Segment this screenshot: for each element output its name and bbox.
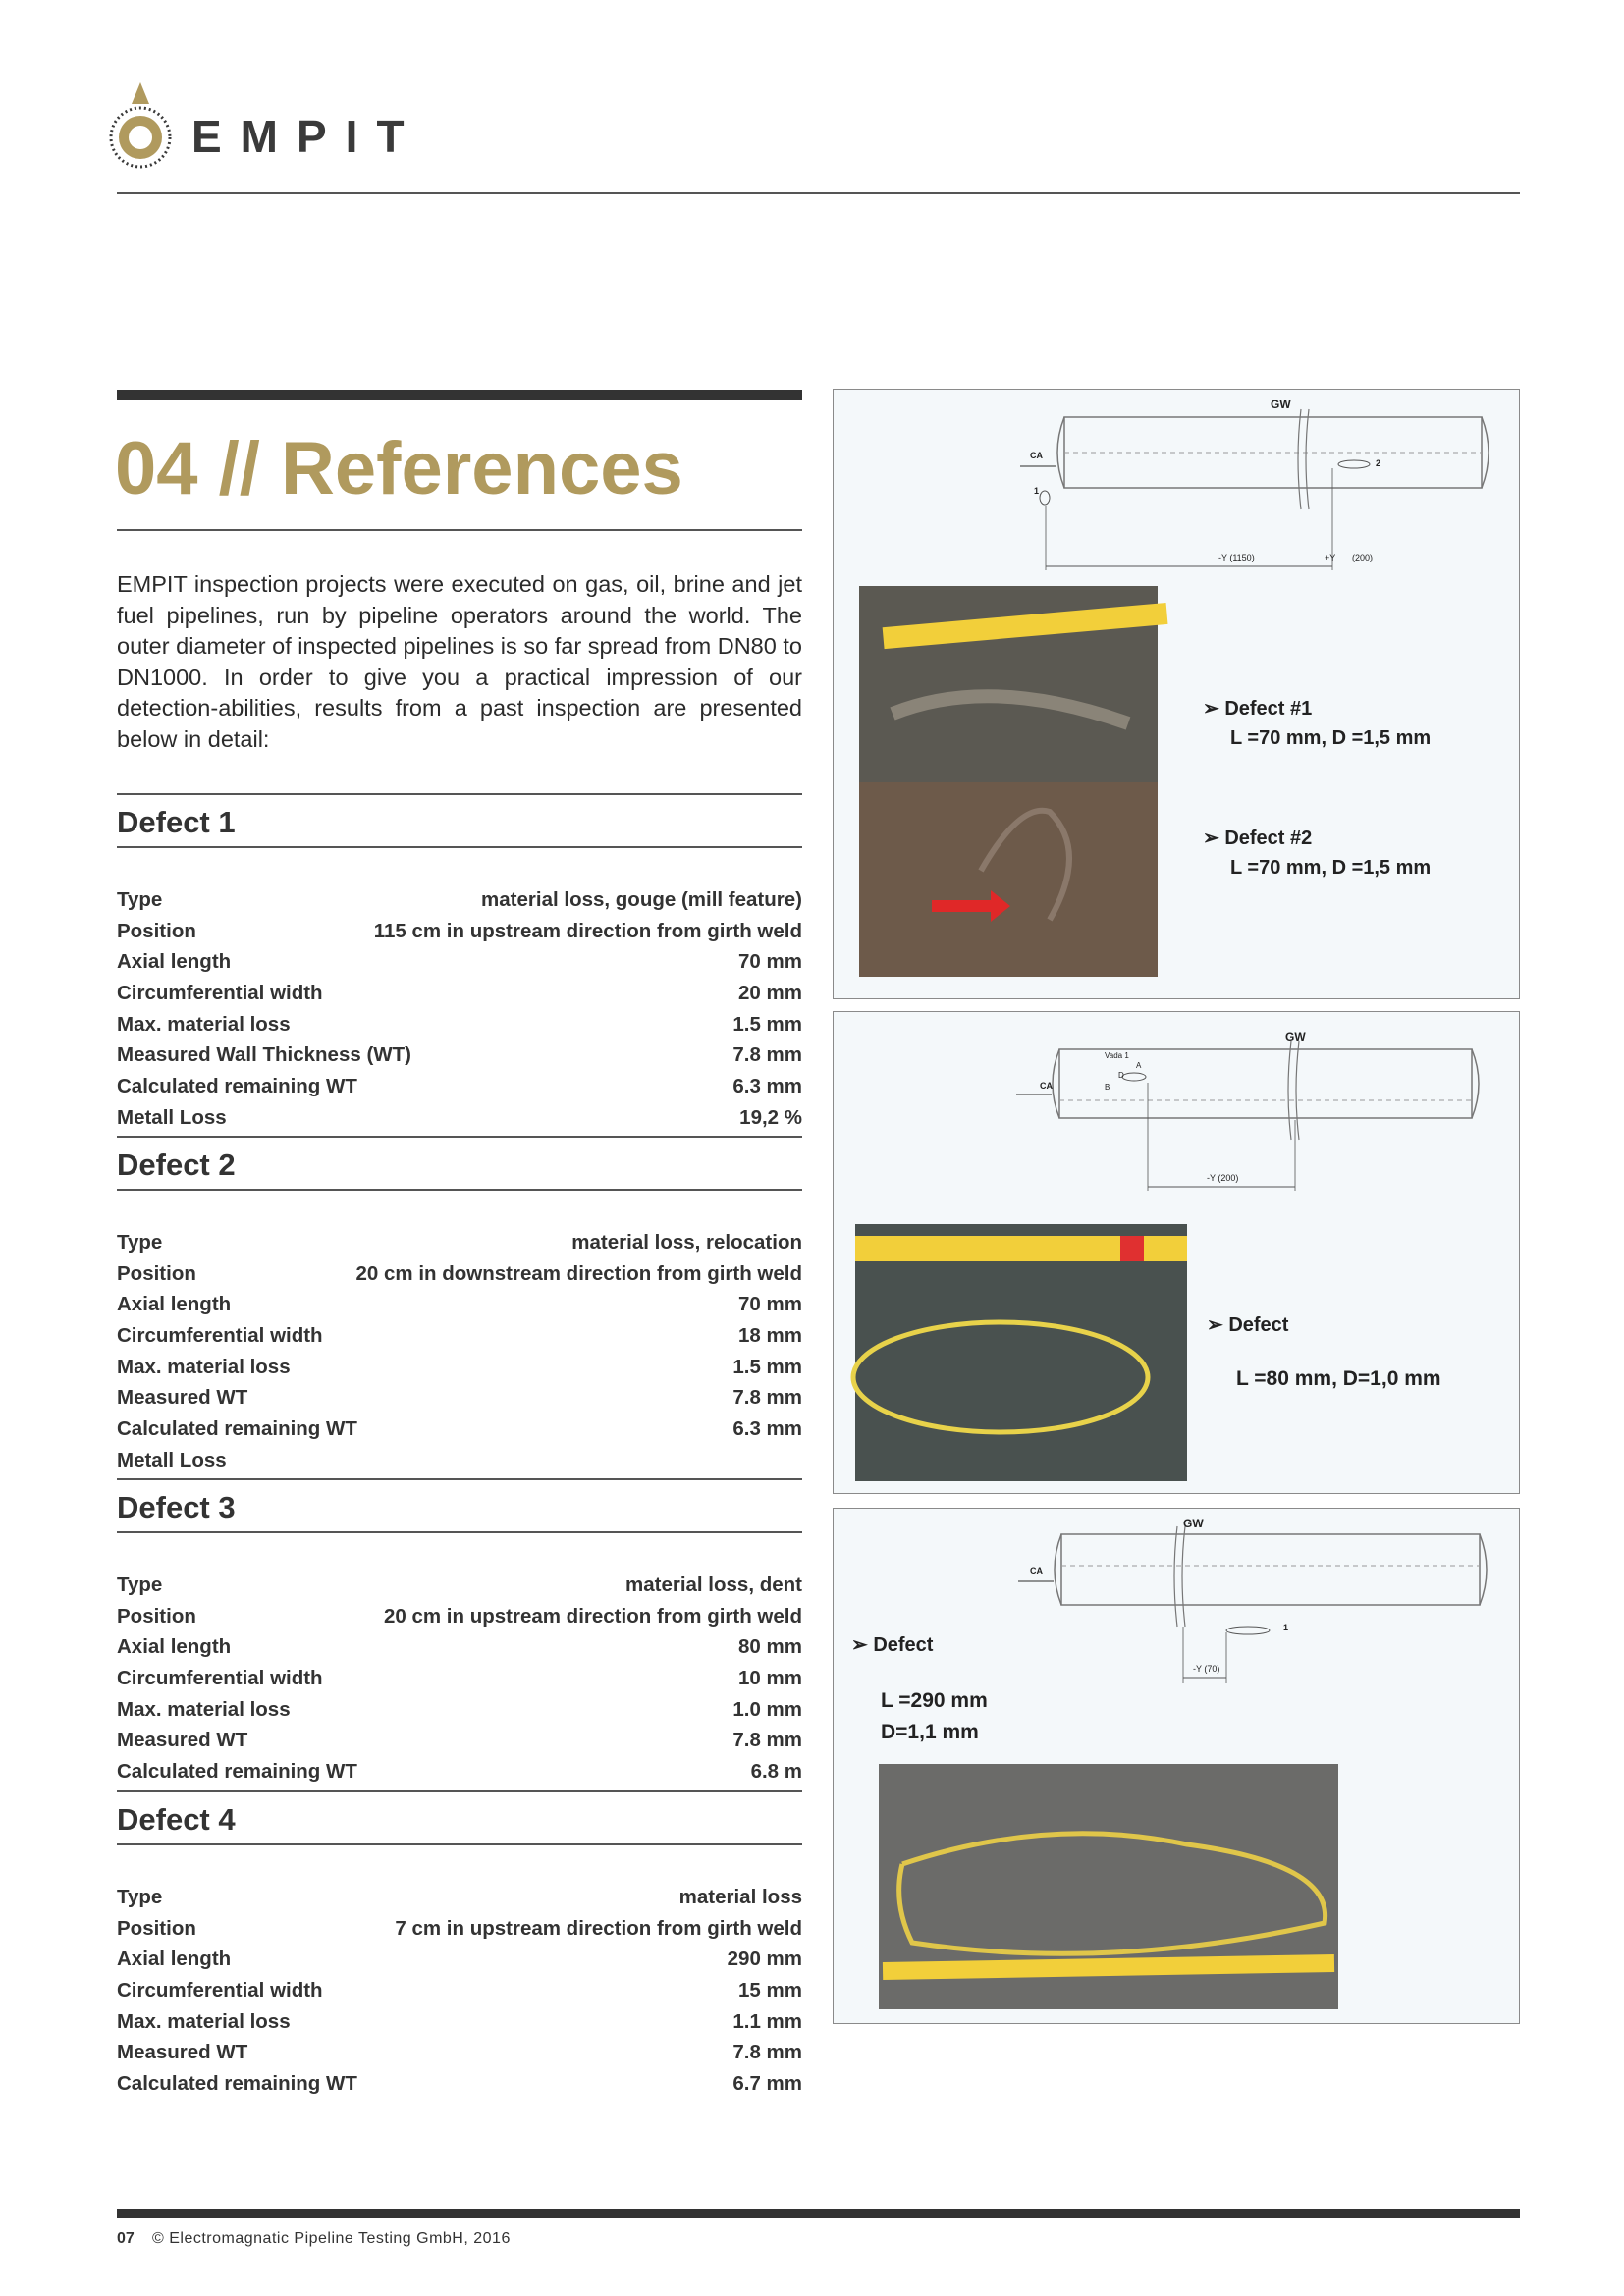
table-row bbox=[117, 1102, 802, 1134]
table-row bbox=[117, 1913, 802, 1945]
row-label: Measured Wall Thickness (WT) bbox=[117, 1043, 411, 1067]
row-value: 7.8 mm bbox=[732, 1729, 802, 1752]
section-divider bbox=[117, 1790, 802, 1792]
row-label: Max. material loss bbox=[117, 1355, 291, 1378]
title-divider bbox=[117, 529, 802, 531]
table-row bbox=[117, 1631, 802, 1663]
row-label: Calculated remaining WT bbox=[117, 1074, 357, 1097]
ca-label: CA bbox=[1030, 1566, 1043, 1575]
dimension-label: -Y (1150) bbox=[1218, 553, 1255, 562]
copyright-text: © Electromagnatic Pipeline Testing GmbH, 2016 bbox=[152, 2230, 511, 2247]
vada-label: Vada 1 bbox=[1105, 1051, 1129, 1060]
marker-1: 1 bbox=[1034, 486, 1040, 496]
table-row bbox=[117, 1694, 802, 1726]
table-row bbox=[117, 1071, 802, 1102]
row-label: Type bbox=[117, 887, 163, 911]
defect-2-annotation: ➢ Defect #2 bbox=[1203, 828, 1313, 849]
defect-1-heading: Defect 1 bbox=[117, 805, 236, 839]
table-row bbox=[117, 1009, 802, 1041]
dimension-label: (200) bbox=[1352, 553, 1374, 562]
figure-defect-3 bbox=[833, 1011, 1520, 1494]
table-row bbox=[117, 1414, 802, 1445]
row-label: Metall Loss bbox=[117, 1448, 227, 1471]
row-label: Max. material loss bbox=[117, 1697, 291, 1721]
row-label: Measured WT bbox=[117, 1729, 248, 1752]
table-row bbox=[117, 1320, 802, 1352]
defect-1-dimensions: L =70 mm, D =1,5 mm bbox=[1230, 727, 1432, 749]
row-label: Type bbox=[117, 1573, 163, 1596]
row-value: material loss, gouge (mill feature) bbox=[481, 887, 802, 911]
row-label: Axial length bbox=[117, 950, 232, 974]
table-row bbox=[117, 978, 802, 1009]
row-value: 7.8 mm bbox=[732, 2041, 802, 2064]
row-value: 1.0 mm bbox=[732, 1697, 802, 1721]
marker-1: 1 bbox=[1283, 1623, 1289, 1632]
figure-defect-1-2 bbox=[833, 389, 1520, 999]
ca-label: CA bbox=[1030, 451, 1043, 460]
row-value: 7.8 mm bbox=[732, 1386, 802, 1410]
arrow-bullet-icon: ➢ bbox=[1203, 828, 1225, 849]
row-label: Measured WT bbox=[117, 2041, 248, 2064]
row-value: 19,2 % bbox=[739, 1105, 802, 1129]
row-label: Circumferential width bbox=[117, 981, 323, 1004]
row-value: 20 mm bbox=[738, 981, 802, 1004]
row-label: Position bbox=[117, 919, 196, 942]
table-row bbox=[117, 2006, 802, 2038]
section-divider bbox=[117, 1531, 802, 1533]
row-label: Calculated remaining WT bbox=[117, 2071, 357, 2095]
row-value: 6.7 mm bbox=[732, 2071, 802, 2095]
figure-defect-4 bbox=[833, 1508, 1520, 2024]
row-label: Type bbox=[117, 1885, 163, 1908]
pipe-diagram-2 bbox=[834, 1012, 1519, 1493]
row-value: 1.1 mm bbox=[732, 2009, 802, 2033]
defect-2-heading: Defect 2 bbox=[117, 1148, 236, 1182]
row-value: 10 mm bbox=[738, 1666, 802, 1689]
defect-length: L =290 mm bbox=[881, 1689, 988, 1712]
table-row bbox=[117, 2068, 802, 2100]
section-divider bbox=[117, 793, 802, 795]
row-value: 70 mm bbox=[738, 1293, 802, 1316]
pipe-diagram-3 bbox=[834, 1509, 1519, 2023]
table-row bbox=[117, 1258, 802, 1290]
table-row bbox=[117, 1601, 802, 1632]
row-value: 1.5 mm bbox=[732, 1355, 802, 1378]
defect-2-table bbox=[117, 1227, 802, 1476]
table-row bbox=[117, 1882, 802, 1913]
row-value: 7 cm in upstream direction from girth weld bbox=[395, 1916, 802, 1940]
marker-b: B bbox=[1105, 1083, 1110, 1092]
row-value: 18 mm bbox=[738, 1323, 802, 1347]
defect-1-annotation: ➢ Defect #1 bbox=[1203, 698, 1313, 720]
defect-depth: D=1,1 mm bbox=[881, 1721, 979, 1743]
defect-3-heading: Defect 3 bbox=[117, 1490, 236, 1524]
defect-1-table bbox=[117, 884, 802, 1134]
row-value: 6.3 mm bbox=[732, 1074, 802, 1097]
arrow-bullet-icon: ➢ bbox=[851, 1634, 874, 1656]
dimension-label: +Y bbox=[1325, 553, 1336, 562]
defect-annotation: ➢ Defect bbox=[1207, 1314, 1289, 1336]
arrow-bullet-icon: ➢ bbox=[1203, 698, 1225, 720]
footer-bar bbox=[117, 2209, 1520, 2218]
row-value: 6.3 mm bbox=[732, 1416, 802, 1440]
row-label: Axial length bbox=[117, 1293, 232, 1316]
row-value: material loss bbox=[678, 1885, 802, 1908]
row-label: Circumferential width bbox=[117, 1666, 323, 1689]
girth-weld-label: GW bbox=[1271, 398, 1291, 411]
row-label: Position bbox=[117, 1604, 196, 1628]
title-bar bbox=[117, 390, 802, 400]
row-value: material loss, relocation bbox=[571, 1230, 802, 1254]
defect-dimensions: L =80 mm, D=1,0 mm bbox=[1236, 1367, 1441, 1390]
table-row bbox=[117, 1227, 802, 1258]
table-row bbox=[117, 1445, 802, 1476]
table-row bbox=[117, 1725, 802, 1756]
row-value: material loss, dent bbox=[624, 1573, 802, 1596]
section-divider bbox=[117, 1843, 802, 1845]
row-label: Max. material loss bbox=[117, 2009, 291, 2033]
dimension-label: -Y (70) bbox=[1193, 1664, 1220, 1674]
row-value: 290 mm bbox=[727, 1948, 802, 1971]
defect-annotation: ➢ Defect bbox=[851, 1634, 934, 1656]
arrow-bullet-icon: ➢ bbox=[1207, 1314, 1229, 1336]
section-divider bbox=[117, 846, 802, 848]
row-label: Calculated remaining WT bbox=[117, 1759, 357, 1783]
table-row bbox=[117, 916, 802, 947]
table-row bbox=[117, 1289, 802, 1320]
table-row bbox=[117, 2037, 802, 2068]
table-row bbox=[117, 1382, 802, 1414]
row-label: Metall Loss bbox=[117, 1105, 227, 1129]
defect-3-table bbox=[117, 1570, 802, 1788]
brand-wordmark: EMPIT bbox=[191, 111, 423, 162]
section-divider bbox=[117, 1136, 802, 1138]
row-label: Axial length bbox=[117, 1635, 232, 1659]
table-row bbox=[117, 1975, 802, 2006]
section-divider bbox=[117, 1478, 802, 1480]
table-row bbox=[117, 1570, 802, 1601]
intro-paragraph: EMPIT inspection projects were executed on gas, oil, brine and jet fuel pipelines, run by pipeline operators around the world. The outer diameter of inspected pipelines is so far spread from DN80 to DN1000. In order to give you a practical impression of our detection-abilities, results from a past inspection are presented below in detail: bbox=[117, 571, 802, 752]
section-divider bbox=[117, 1189, 802, 1191]
girth-weld-label: GW bbox=[1285, 1030, 1306, 1043]
marker-a: A bbox=[1136, 1061, 1142, 1070]
table-row bbox=[117, 1944, 802, 1975]
table-row bbox=[117, 1352, 802, 1383]
table-row bbox=[117, 1756, 802, 1788]
table-row bbox=[117, 884, 802, 916]
girth-weld-label: GW bbox=[1183, 1517, 1204, 1530]
row-value: 1.5 mm bbox=[732, 1012, 802, 1036]
marker-d: D bbox=[1118, 1071, 1124, 1080]
row-label: Circumferential width bbox=[117, 1323, 323, 1347]
row-label: Measured WT bbox=[117, 1386, 248, 1410]
row-label: Axial length bbox=[117, 1948, 232, 1971]
row-label: Max. material loss bbox=[117, 1012, 291, 1036]
empit-logo bbox=[106, 80, 185, 175]
row-label: Type bbox=[117, 1230, 163, 1254]
row-value: 15 mm bbox=[738, 1978, 802, 2002]
ca-label: CA bbox=[1040, 1081, 1053, 1091]
page-number: 07 bbox=[117, 2230, 135, 2247]
row-label: Calculated remaining WT bbox=[117, 1416, 357, 1440]
row-label: Position bbox=[117, 1261, 196, 1285]
row-value: 115 cm in upstream direction from girth weld bbox=[373, 919, 802, 942]
row-value: 20 cm in upstream direction from girth weld bbox=[383, 1604, 802, 1628]
table-row bbox=[117, 946, 802, 978]
defect-4-table bbox=[117, 1882, 802, 2100]
pipe-diagram-1 bbox=[834, 390, 1519, 998]
row-label: Circumferential width bbox=[117, 1978, 323, 2002]
row-value: 70 mm bbox=[738, 950, 802, 974]
page-title: 04 // References bbox=[115, 427, 683, 510]
header-divider bbox=[117, 192, 1520, 194]
row-value: 6.8 m bbox=[750, 1759, 802, 1783]
row-value: 80 mm bbox=[738, 1635, 802, 1659]
row-label: Position bbox=[117, 1916, 196, 1940]
row-value: 7.8 mm bbox=[732, 1043, 802, 1067]
defect-2-dimensions: L =70 mm, D =1,5 mm bbox=[1230, 857, 1432, 879]
dimension-label: -Y (200) bbox=[1207, 1173, 1239, 1183]
row-value: 20 cm in downstream direction from girth weld bbox=[355, 1261, 802, 1285]
table-row bbox=[117, 1040, 802, 1071]
marker-2: 2 bbox=[1376, 458, 1381, 468]
table-row bbox=[117, 1663, 802, 1694]
defect-4-heading: Defect 4 bbox=[117, 1802, 236, 1837]
